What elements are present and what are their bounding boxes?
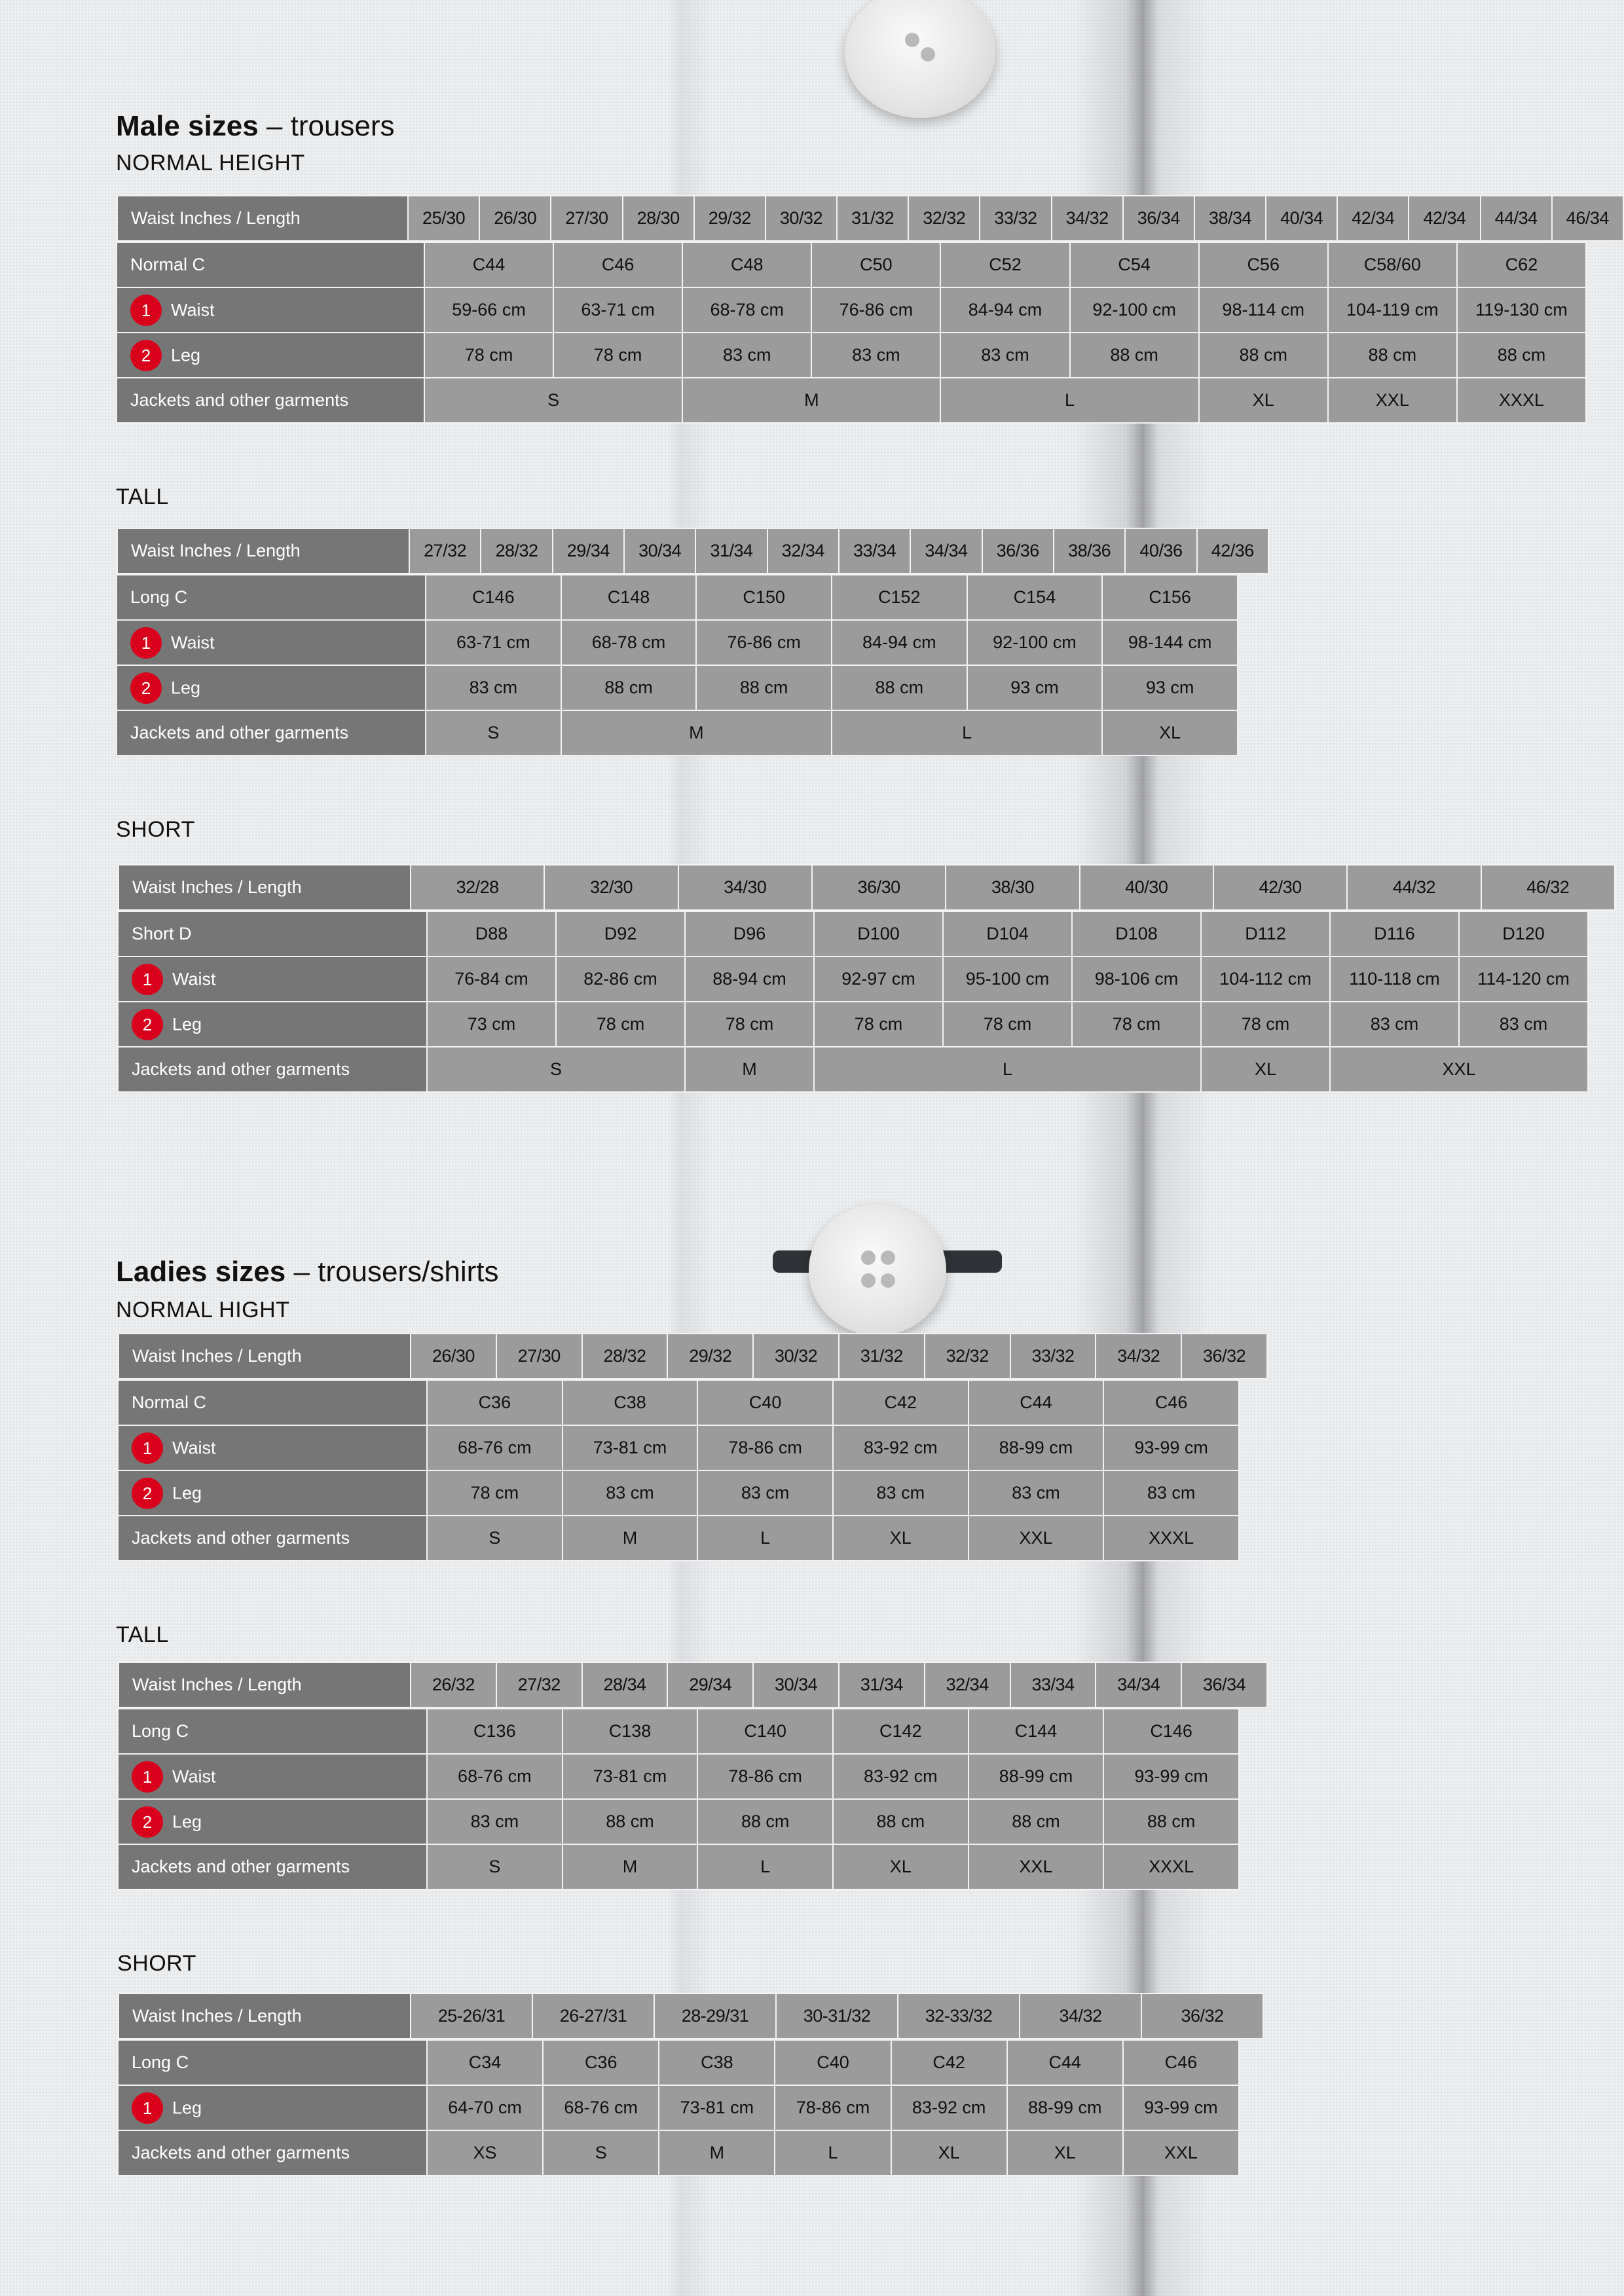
waist-cm-cell: 92-100 cm [967,620,1103,665]
waist-length-cell: 32/28 [411,865,544,910]
waist-length-cell: 46/32 [1481,865,1615,910]
leg-cm-cell: 73 cm [427,1002,556,1047]
size-code-cell: C50 [811,242,940,287]
size-code-cell: C150 [696,575,832,620]
waist-length-cell: 26-27/31 [532,1994,654,2039]
size-code-label: Normal C [117,242,424,287]
leg-cm-cell: 88 cm [1103,1799,1239,1844]
size-code-cell: C38 [563,1380,698,1425]
male-tall-subtitle: TALL [116,484,169,509]
waist-length-cell: 34/32 [1096,1334,1181,1379]
waist-cm-cell: 92-97 cm [814,957,943,1002]
leg-number-badge: 1 [132,2092,163,2124]
waist-cm-cell: 93-99 cm [1103,1425,1239,1470]
leg-row-label: Leg [171,345,201,365]
jackets-label: Jackets and other garments [118,1844,427,1889]
size-code-cell: C144 [969,1709,1104,1754]
size-code-cell: D88 [427,911,556,957]
jacket-size-cell: L [832,710,1102,756]
waist-cm-cell: 119-130 cm [1457,287,1586,333]
ladies-title-rest: – trousers/shirts [286,1256,499,1288]
waist-length-cell: 32/34 [767,528,839,574]
ladies-tall-subtitle: TALL [116,1622,169,1647]
waist-length-header-label: Waist Inches / Length [117,528,409,574]
leg-number-badge: 2 [130,340,162,371]
jacket-size-cell: XXL [1330,1047,1588,1092]
leg-cm-cell: 83-92 cm [891,2085,1007,2130]
waist-cm-cell: 63-71 cm [426,620,561,665]
waist-row-header [118,1754,427,1799]
size-code-cell: C136 [427,1709,563,1754]
waist-cm-cell: 88-99 cm [969,1425,1104,1470]
size-code-cell: D116 [1330,911,1459,957]
waist-length-cell: 27/32 [409,528,481,574]
male-normal-size-table [116,195,1609,424]
waist-length-cell: 31/32 [837,196,908,241]
jacket-size-cell: XL [891,2130,1007,2176]
size-code-label: Long C [118,2040,427,2085]
waist-length-cell: 42/30 [1213,865,1347,910]
waist-cm-cell: 68-76 cm [427,1425,563,1470]
size-code-cell: C46 [1123,2040,1239,2085]
waist-length-cell: 30/32 [753,1334,839,1379]
ladies-normal-subtitle: NORMAL HIGHT [116,1298,290,1322]
waist-cm-cell: 68-78 cm [682,287,811,333]
waist-number-badge: 1 [130,627,162,659]
leg-cm-cell: 78-86 cm [775,2085,891,2130]
waist-length-cell: 28/30 [623,196,694,241]
waist-length-header-label: Waist Inches / Length [119,1662,411,1707]
leg-cm-cell: 83 cm [940,333,1069,378]
leg-cm-cell: 88 cm [697,1799,833,1844]
size-code-cell: C56 [1199,242,1328,287]
size-code-cell: C62 [1457,242,1586,287]
waist-cm-cell: 82-86 cm [556,957,685,1002]
waist-length-cell: 30/32 [766,196,837,241]
waist-length-cell: 30-31/32 [776,1994,898,2039]
ladies-short-subtitle: SHORT [117,1951,196,1976]
leg-row-header [118,1799,427,1844]
size-code-label: Short D [118,911,427,957]
size-code-cell: C40 [697,1380,833,1425]
size-code-cell: C156 [1102,575,1238,620]
waist-cm-cell: 78-86 cm [697,1425,833,1470]
waist-row-label: Waist [172,1766,216,1786]
leg-cm-cell: 83 cm [811,333,940,378]
leg-cm-cell: 83 cm [697,1470,833,1516]
waist-length-cell: 33/34 [1010,1662,1096,1707]
size-code-cell: C38 [659,2040,775,2085]
waist-length-cell: 31/34 [695,528,767,574]
waist-length-cell: 42/34 [1409,196,1480,241]
jacket-size-cell: S [427,1516,563,1561]
leg-row-header [118,1470,427,1516]
waist-length-cell: 33/32 [1010,1334,1096,1379]
waist-cm-cell: 88-99 cm [969,1754,1104,1799]
jacket-size-cell: XXXL [1457,378,1586,423]
waist-length-cell: 34/34 [1096,1662,1181,1707]
waist-cm-cell: 93-99 cm [1103,1754,1239,1799]
size-code-cell: C142 [833,1709,969,1754]
waist-cm-cell: 73-81 cm [563,1754,698,1799]
waist-cm-cell: 59-66 cm [424,287,553,333]
waist-length-header-row [117,528,1254,575]
leg-cm-cell: 83 cm [833,1470,969,1516]
waist-length-cell: 29/32 [694,196,766,241]
waist-row-label: Waist [172,969,216,989]
shirt-button-middle [809,1205,946,1336]
size-code-cell: C152 [832,575,967,620]
waist-row-label: Waist [171,632,215,652]
waist-length-cell: 38/34 [1194,196,1266,241]
waist-length-cell: 40/30 [1080,865,1213,910]
size-code-cell: C138 [563,1709,698,1754]
waist-cm-cell: 110-118 cm [1330,957,1459,1002]
leg-row-header [118,2085,427,2130]
waist-length-header-label: Waist Inches / Length [119,1994,411,2039]
jacket-size-cell: XXXL [1103,1844,1239,1889]
waist-length-cell: 36/30 [812,865,946,910]
size-code-cell: C52 [940,242,1069,287]
size-code-cell: D100 [814,911,943,957]
leg-cm-cell: 88 cm [1457,333,1586,378]
jackets-label: Jackets and other garments [118,1047,427,1092]
waist-length-cell: 32/32 [925,1334,1010,1379]
waist-length-cell: 34/30 [678,865,812,910]
leg-cm-cell: 78 cm [424,333,553,378]
size-code-cell: C48 [682,242,811,287]
waist-length-cell: 40/36 [1125,528,1196,574]
waist-cm-cell: 92-100 cm [1070,287,1199,333]
leg-row-label: Leg [172,1483,202,1503]
waist-length-header-row [118,1993,1239,2040]
leg-cm-cell: 78 cm [427,1470,563,1516]
jacket-size-cell: L [814,1047,1201,1092]
waist-length-cell: 36/34 [1123,196,1194,241]
waist-length-cell: 46/34 [1552,196,1623,241]
waist-length-cell: 27/30 [551,196,622,241]
waist-row-header [117,287,424,333]
leg-row-header [117,333,424,378]
jackets-label: Jackets and other garments [118,2130,427,2176]
waist-length-header-label: Waist Inches / Length [117,196,408,241]
waist-cm-cell: 95-100 cm [943,957,1072,1002]
waist-number-badge: 1 [132,1432,163,1464]
waist-length-cell: 38/36 [1054,528,1125,574]
leg-cm-cell: 78 cm [556,1002,685,1047]
jacket-size-cell: M [563,1516,698,1561]
waist-length-cell: 25/30 [408,196,479,241]
leg-cm-cell: 78 cm [1072,1002,1201,1047]
waist-length-cell: 42/36 [1197,528,1268,574]
waist-length-cell: 30/34 [624,528,695,574]
waist-length-cell: 32/32 [908,196,980,241]
leg-cm-cell: 88 cm [832,665,967,710]
jacket-size-cell: XL [1102,710,1238,756]
waist-cm-cell: 114-120 cm [1459,957,1588,1002]
leg-cm-cell: 83 cm [682,333,811,378]
waist-number-badge: 1 [132,964,163,995]
waist-length-cell: 38/30 [946,865,1079,910]
size-code-cell: D104 [943,911,1072,957]
ladies-normal-size-table [117,1333,1246,1561]
waist-length-cell: 25-26/31 [411,1994,532,2039]
leg-cm-cell: 88 cm [1328,333,1457,378]
size-code-cell: C140 [697,1709,833,1754]
leg-number-badge: 2 [132,1478,163,1509]
jacket-size-cell: M [685,1047,814,1092]
waist-length-cell: 36/36 [982,528,1054,574]
waist-length-header-row [118,1333,1246,1380]
leg-cm-cell: 88 cm [696,665,832,710]
waist-length-cell: 36/32 [1181,1334,1267,1379]
leg-cm-cell: 68-76 cm [543,2085,659,2130]
size-code-cell: C40 [775,2040,891,2085]
leg-cm-cell: 88 cm [833,1799,969,1844]
size-code-cell: D96 [685,911,814,957]
jackets-label: Jackets and other garments [117,710,426,756]
jacket-size-cell: XL [1201,1047,1330,1092]
leg-cm-cell: 88 cm [561,665,697,710]
leg-row-label: Leg [171,678,201,697]
leg-number-badge: 2 [132,1009,163,1040]
jacket-size-cell: XXL [1123,2130,1239,2176]
waist-cm-cell: 76-84 cm [427,957,556,1002]
leg-cm-cell: 88 cm [1070,333,1199,378]
waist-cm-cell: 84-94 cm [832,620,967,665]
leg-cm-cell: 83 cm [563,1470,698,1516]
male-title-rest: – trousers [258,110,395,142]
waist-length-header-label: Waist Inches / Length [119,1334,411,1379]
ladies-short-size-table [117,1993,1240,2176]
male-normal-subtitle: NORMAL HEIGHT [116,151,305,175]
jacket-size-cell: L [697,1516,833,1561]
size-code-cell: C46 [1103,1380,1239,1425]
jacket-size-cell: XL [833,1516,969,1561]
size-code-cell: C34 [427,2040,543,2085]
size-code-cell: C58/60 [1328,242,1457,287]
waist-length-cell: 44/32 [1347,865,1481,910]
waist-length-cell: 29/32 [667,1334,753,1379]
waist-cm-cell: 88-94 cm [685,957,814,1002]
size-code-cell: C44 [1007,2040,1123,2085]
jacket-size-cell: XXL [969,1516,1104,1561]
waist-length-cell: 28/34 [582,1662,668,1707]
male-tall-size-table [116,528,1254,756]
leg-row-header [117,665,426,710]
leg-cm-cell: 83 cm [426,665,561,710]
leg-row-label: Leg [172,1014,202,1034]
ladies-sizes-title [116,1256,498,1288]
waist-row-header [117,620,426,665]
waist-number-badge: 1 [130,295,162,326]
leg-cm-cell: 73-81 cm [659,2085,775,2130]
waist-length-header-row [117,195,1609,242]
waist-length-cell: 26/30 [479,196,551,241]
jackets-label: Jackets and other garments [118,1516,427,1561]
jacket-size-cell: XXXL [1103,1516,1239,1561]
waist-length-cell: 32/30 [544,865,678,910]
waist-length-cell: 40/34 [1266,196,1337,241]
leg-row-label: Leg [172,2098,202,2117]
waist-length-header-row [118,864,1588,911]
jacket-size-cell: M [563,1844,698,1889]
jackets-label: Jackets and other garments [117,378,424,423]
waist-length-cell: 27/30 [496,1334,582,1379]
leg-number-badge: 2 [132,1806,163,1838]
jacket-size-cell: M [659,2130,775,2176]
waist-length-cell: 32/34 [925,1662,1010,1707]
leg-cm-cell: 78 cm [685,1002,814,1047]
size-code-cell: D108 [1072,911,1201,957]
waist-length-cell: 31/34 [839,1662,925,1707]
waist-length-cell: 28/32 [481,528,552,574]
waist-cm-cell: 68-78 cm [561,620,697,665]
jacket-size-cell: XL [833,1844,969,1889]
jacket-size-cell: S [424,378,682,423]
waist-length-cell: 29/34 [667,1662,753,1707]
waist-length-cell: 32-33/32 [898,1994,1020,2039]
waist-row-header [118,957,427,1002]
waist-length-cell: 36/32 [1141,1994,1263,2039]
jacket-size-cell: XL [1007,2130,1123,2176]
waist-length-cell: 33/32 [980,196,1051,241]
jacket-size-cell: L [775,2130,891,2176]
jacket-size-cell: XL [1199,378,1328,423]
leg-row-label: Leg [172,1812,202,1831]
waist-cm-cell: 104-119 cm [1328,287,1457,333]
waist-length-cell: 31/32 [839,1334,925,1379]
leg-cm-cell: 88 cm [969,1799,1104,1844]
leg-cm-cell: 83 cm [427,1799,563,1844]
jacket-size-cell: M [561,710,832,756]
male-title-bold: Male sizes [116,110,259,142]
leg-cm-cell: 83 cm [1103,1470,1239,1516]
waist-length-cell: 28/32 [582,1334,668,1379]
jacket-size-cell: S [426,710,561,756]
waist-length-cell: 26/32 [411,1662,496,1707]
size-code-cell: D120 [1459,911,1588,957]
jacket-size-cell: XXL [969,1844,1104,1889]
waist-row-label: Waist [171,300,215,319]
leg-row-header [118,1002,427,1047]
waist-cm-cell: 104-112 cm [1201,957,1330,1002]
waist-length-cell: 34/32 [1052,196,1123,241]
waist-cm-cell: 83-92 cm [833,1754,969,1799]
leg-cm-cell: 93 cm [1102,665,1238,710]
waist-cm-cell: 73-81 cm [563,1425,698,1470]
waist-length-cell: 44/34 [1481,196,1552,241]
size-code-cell: C44 [969,1380,1104,1425]
waist-length-cell: 28-29/31 [654,1994,776,2039]
size-code-cell: D112 [1201,911,1330,957]
waist-length-cell: 33/34 [839,528,910,574]
size-code-cell: C146 [1103,1709,1239,1754]
waist-length-cell: 42/34 [1337,196,1409,241]
size-code-label: Long C [118,1709,427,1754]
ladies-title-bold: Ladies sizes [116,1256,286,1288]
leg-cm-cell: 78 cm [943,1002,1072,1047]
leg-cm-cell: 83 cm [1459,1002,1588,1047]
size-code-cell: C36 [427,1380,563,1425]
jacket-size-cell: XXL [1328,378,1457,423]
waist-cm-cell: 78-86 cm [697,1754,833,1799]
size-code-cell: C44 [424,242,553,287]
jacket-size-cell: S [543,2130,659,2176]
waist-cm-cell: 84-94 cm [940,287,1069,333]
leg-number-badge: 2 [130,672,162,704]
waist-row-label: Waist [172,1438,216,1457]
jacket-size-cell: S [427,1844,563,1889]
size-code-cell: C54 [1070,242,1199,287]
size-code-cell: C42 [833,1380,969,1425]
waist-cm-cell: 98-144 cm [1102,620,1238,665]
waist-cm-cell: 83-92 cm [833,1425,969,1470]
waist-length-cell: 29/34 [553,528,624,574]
waist-cm-cell: 63-71 cm [553,287,682,333]
size-code-cell: C46 [553,242,682,287]
waist-length-header-label: Waist Inches / Length [119,865,411,910]
waist-length-cell: 27/32 [496,1662,582,1707]
waist-cm-cell: 76-86 cm [696,620,832,665]
jacket-size-cell: M [682,378,940,423]
leg-cm-cell: 88 cm [1199,333,1328,378]
ladies-tall-size-table [117,1662,1246,1890]
male-sizes-title [116,110,395,143]
leg-cm-cell: 88-99 cm [1007,2085,1123,2130]
waist-length-cell: 34/34 [910,528,982,574]
male-short-size-table [117,864,1589,1093]
shirt-button-top [845,0,995,118]
jacket-size-cell: L [940,378,1198,423]
leg-cm-cell: 78 cm [1201,1002,1330,1047]
leg-cm-cell: 78 cm [814,1002,943,1047]
size-code-cell: C36 [543,2040,659,2085]
leg-cm-cell: 78 cm [553,333,682,378]
size-code-cell: D92 [556,911,685,957]
size-code-cell: C42 [891,2040,1007,2085]
size-code-cell: C154 [967,575,1103,620]
waist-cm-cell: 98-114 cm [1199,287,1328,333]
jacket-size-cell: XS [427,2130,543,2176]
size-code-label: Long C [117,575,426,620]
size-code-label: Normal C [118,1380,427,1425]
waist-length-cell: 30/34 [753,1662,839,1707]
waist-cm-cell: 76-86 cm [811,287,940,333]
size-code-cell: C146 [426,575,561,620]
leg-cm-cell: 93-99 cm [1123,2085,1239,2130]
waist-length-header-row [118,1662,1246,1709]
leg-cm-cell: 83 cm [1330,1002,1459,1047]
waist-cm-cell: 68-76 cm [427,1754,563,1799]
male-short-subtitle: SHORT [116,817,195,842]
jacket-size-cell: L [697,1844,833,1889]
waist-length-cell: 34/32 [1020,1994,1141,2039]
waist-cm-cell: 98-106 cm [1072,957,1201,1002]
waist-length-cell: 36/34 [1181,1662,1267,1707]
leg-cm-cell: 88 cm [563,1799,698,1844]
leg-cm-cell: 93 cm [967,665,1103,710]
size-code-cell: C148 [561,575,697,620]
jacket-size-cell: S [427,1047,685,1092]
leg-cm-cell: 83 cm [969,1470,1104,1516]
waist-length-cell: 26/30 [411,1334,496,1379]
waist-number-badge: 1 [132,1761,163,1793]
leg-cm-cell: 64-70 cm [427,2085,543,2130]
waist-row-header [118,1425,427,1470]
